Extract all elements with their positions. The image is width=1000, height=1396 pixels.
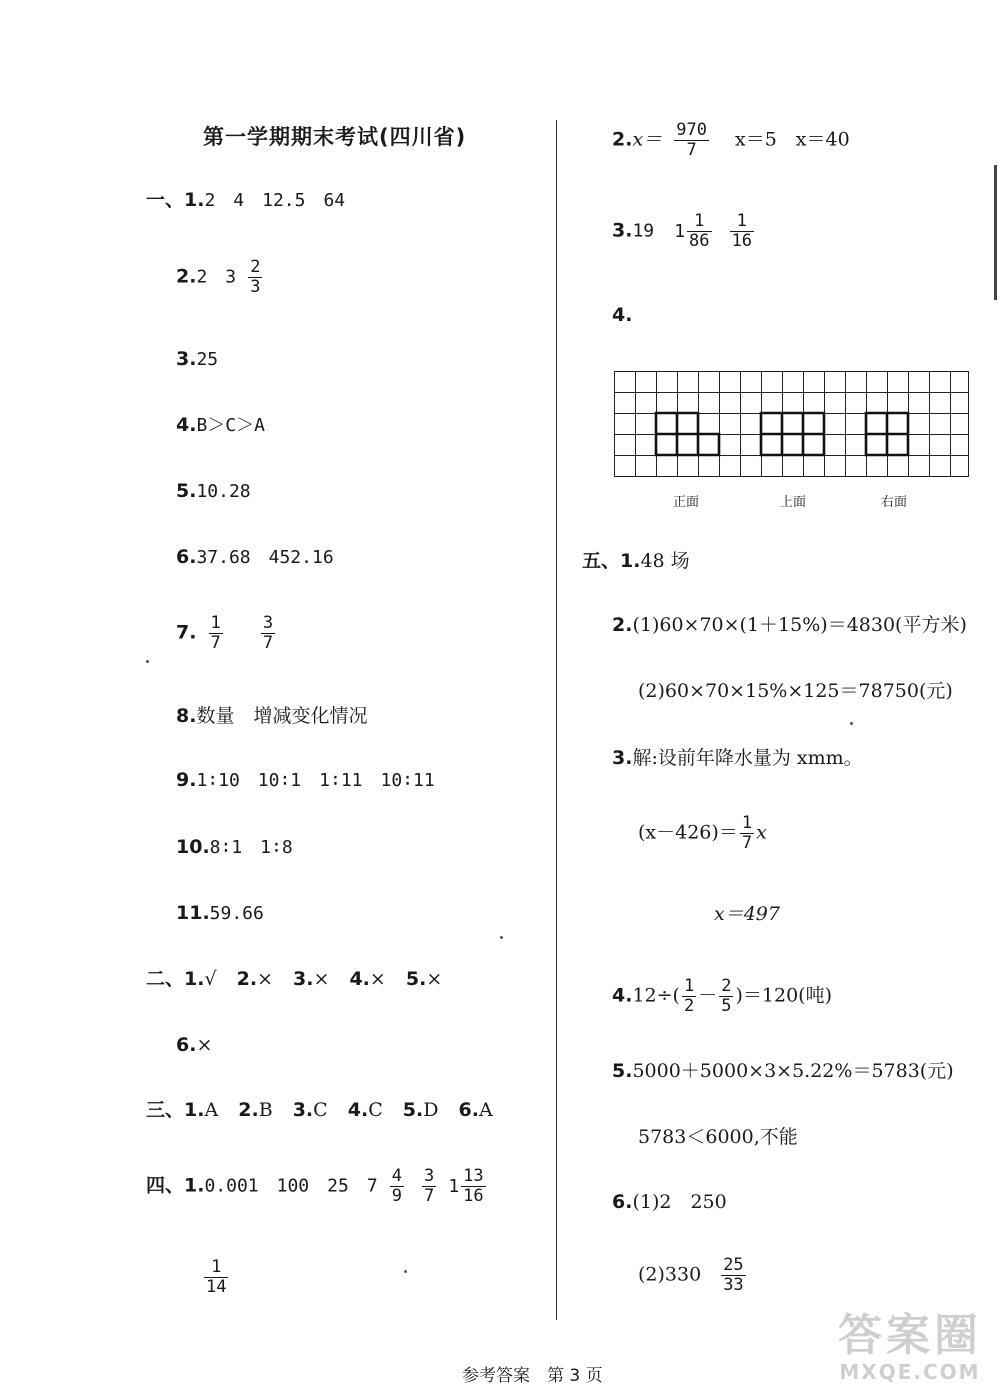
numerator: 13 [463,1166,484,1186]
fraction [687,212,711,251]
numerator: 1 [741,813,753,833]
question-label: 3. [176,348,197,370]
answer-text: × [313,968,330,990]
grid-caption-right: 右面 [881,495,908,510]
section-1-q9 [176,768,435,793]
question-label: 6. [176,1034,197,1056]
speck [404,1270,407,1273]
question-label: 3. [292,1099,314,1121]
numerator: 2 [250,257,261,277]
answer-text: x＝5 x＝40 [734,128,850,151]
question-label: 3. [612,747,633,769]
speck [146,660,149,663]
denominator: 16 [463,1186,484,1206]
equation-right: x [756,821,767,844]
answer-text: × [196,1034,213,1056]
question-label: 2. [176,265,197,288]
section-1-q11 [176,901,264,926]
equation-left: 12÷( [632,984,680,1007]
watermark-url: MXQE.COM [839,1360,981,1384]
answer-text: B＞C＞A [196,415,265,436]
question-label: 3. [612,219,633,242]
view-grid-svg [614,371,970,479]
denominator: 14 [206,1277,227,1297]
numerator: 4 [391,1166,402,1186]
denominator: 7 [210,633,221,653]
answer-text: 5000＋5000×3×5.22%＝5783(元) [632,1060,954,1082]
question-label: 4. [612,304,633,326]
question-label: 10. [176,836,210,858]
question-label: 3. [293,968,314,990]
answer-text: × [369,968,386,990]
answer-text: C [368,1099,383,1121]
answer-text: C [313,1099,328,1121]
denominator: 16 [731,231,753,251]
question-label: 4. [176,414,197,436]
fraction [721,1256,745,1295]
answer-text: 0.001 100 25 7 [204,1175,378,1197]
denominator: 9 [391,1186,402,1206]
section-1-q5 [176,479,251,504]
denominator: 7 [424,1186,435,1206]
mixed-whole: 1 [448,1175,460,1197]
answer-text: 25 [196,349,219,370]
fraction [730,212,754,251]
fraction [248,258,262,297]
answer-text: 19 [632,220,655,242]
answer-text: 37.68 452.16 [196,547,334,568]
question-label: 2. [612,614,633,636]
answer-text: × [426,968,443,990]
question-label: 9. [176,769,197,791]
fraction [740,814,754,853]
answer-text: B [258,1099,273,1121]
right-q3 [612,212,760,251]
answer-text: 数量 增减变化情况 [196,705,368,727]
numerator: 25 [723,1255,744,1275]
answer-text: 59.66 [209,903,264,924]
numerator: 1 [204,1258,228,1278]
denominator: 33 [723,1275,744,1295]
question-label: 6. [458,1099,479,1121]
question-label: 5. [402,1099,424,1121]
numerator: 1 [210,613,221,633]
answer-text: (1)2 250 [632,1191,727,1213]
question-label: 2. [238,1099,259,1121]
denominator: 7 [686,140,697,160]
speck [850,722,853,725]
answer-text: 10.28 [196,481,251,502]
section-1-q2 [176,258,268,297]
front-view-shape [656,413,719,455]
section-1-prefix: 一、1. [146,189,205,211]
page-edge-mark [994,165,997,300]
fraction [461,1167,485,1206]
answer-text: (1)60×70×(1＋15%)＝4830(平方米) [632,614,967,636]
denominator: 7 [262,633,274,653]
right-q2 [612,121,850,160]
section-4-prefix: 四、1. [146,1174,205,1197]
side-view-shape [866,413,908,455]
fraction [674,121,709,160]
section-1-q1 [146,188,345,213]
speck [500,936,503,939]
question-label: 2. [612,128,633,151]
answer-text: A [478,1099,493,1121]
question-label: 4. [347,1099,369,1121]
grid-caption-top: 上面 [780,495,807,510]
answer-text: × [257,968,273,990]
denominator: 5 [721,996,732,1016]
answer-text: 1∶10 10∶1 1∶11 10∶11 [196,770,435,791]
answer-text: 2 3 [196,266,237,288]
numerator: 3 [262,613,274,633]
answer-text: 48 场 [640,550,690,572]
section-5-q4 [612,977,832,1016]
question-label: 7. [176,621,197,644]
question-label: 4. [612,984,633,1007]
question-label: 2. [236,968,258,990]
question-label: 6. [612,1191,633,1213]
section-5-q2b: (2)60×70×15%×125＝78750(元) [638,680,953,702]
question-label: 8. [176,705,197,727]
top-view-shape [761,413,824,455]
answer-text: A [204,1099,219,1121]
section-5-q6b [638,1256,752,1295]
section-1-q10 [176,835,293,860]
minus-sign: － [698,984,718,1007]
question-label: 5. [176,480,197,502]
watermark-text: 答案圈 [838,1310,982,1361]
answer-text: x＝ [632,128,663,151]
answer-text: √ [204,968,217,990]
watermark-logo [838,1312,982,1384]
numerator: 1 [730,212,754,232]
right-q4 [612,303,632,327]
section-1-q3 [176,347,218,372]
fraction [682,977,696,1016]
denominator: 3 [250,277,261,297]
fraction [719,977,733,1016]
section-5-q3-equation [638,814,767,853]
section-5-q5 [612,1059,954,1083]
equation-right: )＝120(吨) [735,984,832,1007]
denominator: 7 [741,833,753,853]
fraction [209,614,223,653]
section-1-q4 [176,413,265,438]
question-label: 5. [405,968,427,990]
question-label: 6. [176,546,197,568]
section-1-q7 [176,614,281,653]
numerator: 1 [687,212,711,232]
answer-text: 解:设前年降水量为 xmm。 [632,747,863,769]
equation-left: (x－426)＝ [638,821,738,844]
numerator: 1 [683,976,695,996]
fraction [261,614,275,653]
numerator: 970 [676,120,707,140]
fraction [390,1167,404,1206]
question-label: 4. [349,968,370,990]
section-4-q1 [146,1167,492,1206]
question-label: 11. [176,902,210,924]
grid-caption-front: 正面 [673,495,700,510]
denominator: 86 [689,231,710,251]
section-5-q1 [582,549,690,573]
page-title: 第一学期期末考试(四川省) [203,125,467,149]
section-5-q3 [612,746,863,770]
question-label: 5. [612,1060,633,1082]
section-5-q2a [612,613,967,637]
column-divider [556,120,557,1320]
denominator: 2 [683,996,695,1016]
section-5-prefix: 五、1. [582,550,641,572]
answer-text: (2)330 [638,1263,702,1286]
section-1-q8 [176,704,367,728]
section-3-row [146,1098,493,1122]
answer-text: 8∶1 1∶8 [209,837,293,858]
section-2-row2 [176,1033,212,1057]
numerator: 3 [424,1166,435,1186]
numerator: 2 [721,976,732,996]
section-4-q1-cont [198,1258,234,1297]
section-2-prefix: 二、1. [146,968,205,990]
mixed-whole: 1 [674,220,686,242]
page-footer: 参考答案 第 3 页 [462,1366,603,1386]
fraction [204,1258,228,1297]
fraction [422,1167,436,1206]
answer-text: D [423,1099,439,1121]
view-grid [614,371,970,483]
section-5-q5b: 5783＜6000,不能 [638,1126,798,1148]
answer-text: 2 4 12.5 64 [204,190,346,211]
section-3-prefix: 三、1. [146,1099,205,1121]
section-5-q3-answer: x＝497 [714,903,780,925]
section-1-q6 [176,545,334,570]
section-5-q6a [612,1190,727,1214]
section-2-row1 [146,967,442,991]
